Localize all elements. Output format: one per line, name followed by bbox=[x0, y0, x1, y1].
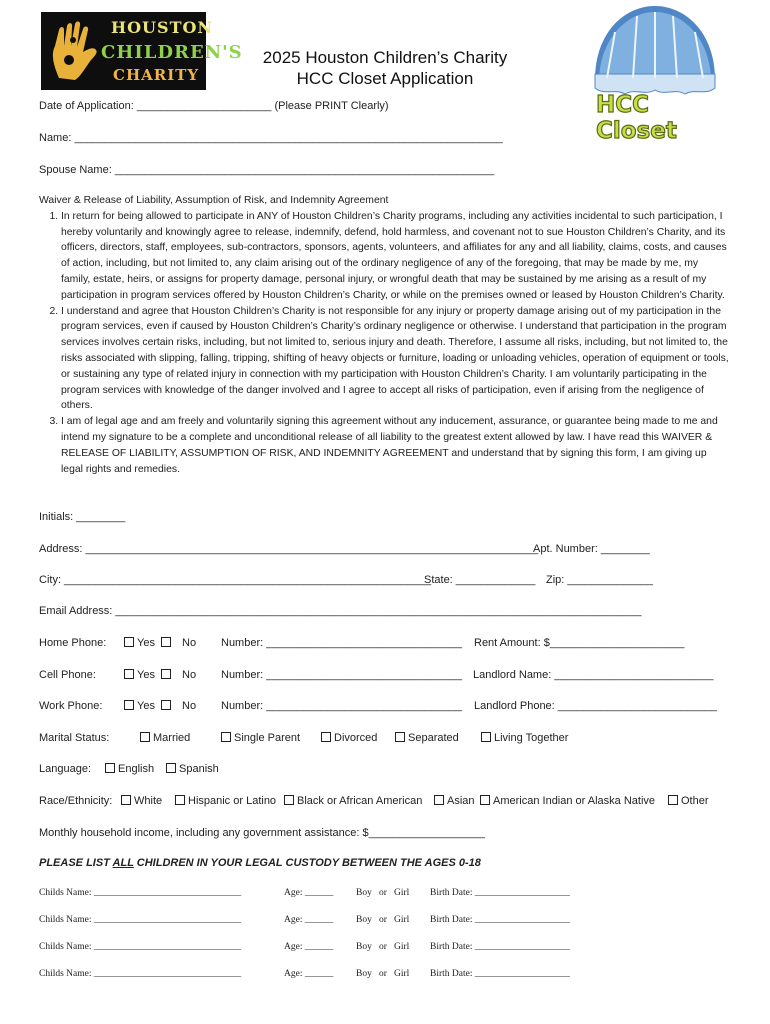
waiver-item-3: 3. I am of legal age and am freely and voluntarily signing this agreement without any inducement, assurance, or guarantee being made to me and intend my signature to be a complete and unconditional release of all liability to the greatest extent allowed by law. I have read this WAIVER & RELEASE OF LIABILITY, ASSUMPTION OF RISK, AND INDEMNITY AGREEMENT and understand that by signing this form, I am giving up legal rights and remedies. bbox=[61, 414, 729, 477]
initials-field[interactable]: Initials: ________ bbox=[39, 511, 126, 523]
work-phone-no-option[interactable]: No bbox=[161, 700, 196, 712]
checkbox-icon[interactable] bbox=[121, 795, 131, 805]
child-gender-options[interactable]: Boy or Girl bbox=[356, 942, 410, 952]
child-gender-options[interactable]: Boy or Girl bbox=[356, 888, 410, 898]
race-option-black[interactable]: Black or African American bbox=[284, 795, 422, 807]
landlord-phone-field[interactable]: Landlord Phone: __________________________ bbox=[474, 700, 717, 712]
waiver-item-1: 1. In return for being allowed to participate in ANY of Houston Children’s Charity programs, including any activities incidental to such participation, I hereby voluntarily and knowingly agree to release, indemnify, defend, hold harmless, and covenant not to sue Houston Children’s Charity, and its officers, directors, staff, employees, sub-contractors, sponsors, agents, volunteers, and affiliates for any and all liability, claims, costs, and causes of action, including, but not limited to, any claim arising out of the ordinary negligence of any of the foregoing, that may be made by me, my family, estate, heirs, or assigns for property damage, personal injury, or wrongful death that may be sustained by me arising as a result of my participation in program services offered by Houston Children’s Charity, or while on the premises owned or leased by Houston Children’s Charity. bbox=[61, 209, 729, 304]
race-ethnicity-label: Race/Ethnicity: bbox=[39, 795, 113, 807]
marital-option-living-together[interactable]: Living Together bbox=[481, 732, 568, 744]
race-option-white[interactable]: White bbox=[121, 795, 162, 807]
work-phone-number-field[interactable]: Number: ________________________________ bbox=[221, 700, 463, 712]
children-heading: PLEASE LIST ALL CHILDREN IN YOUR LEGAL CUSTODY BETWEEN THE AGES 0-18 bbox=[39, 857, 481, 869]
checkbox-icon[interactable] bbox=[175, 795, 185, 805]
hand-print-icon bbox=[49, 20, 101, 82]
checkbox-icon[interactable] bbox=[161, 637, 171, 647]
apt-number-field[interactable]: Apt. Number: ________ bbox=[533, 543, 650, 555]
home-phone-yes-option[interactable]: Yes bbox=[124, 637, 155, 649]
checkbox-icon[interactable] bbox=[161, 700, 171, 710]
checkbox-icon[interactable] bbox=[395, 732, 405, 742]
marital-option-divorced[interactable]: Divorced bbox=[321, 732, 377, 744]
name-field[interactable]: Name: ______________________________________________________________________ bbox=[39, 132, 503, 144]
logo-word-houston: HOUSTON bbox=[111, 18, 214, 37]
checkbox-icon[interactable] bbox=[124, 637, 134, 647]
spouse-name-field[interactable]: Spouse Name: ______________________________________________________________ bbox=[39, 164, 495, 176]
cell-phone-number-field[interactable]: Number: ________________________________ bbox=[221, 669, 463, 681]
race-option-asian[interactable]: Asian bbox=[434, 795, 475, 807]
child-birth-date-field[interactable]: Birth Date: ____________________ bbox=[430, 969, 570, 979]
child-age-field[interactable]: Age: ______ bbox=[284, 969, 334, 979]
waiver-heading: Waiver & Release of Liability, Assumption of Risk, and Indemnity Agreement bbox=[39, 195, 389, 206]
child-name-field[interactable]: Childs Name: _______________________________ bbox=[39, 942, 242, 952]
checkbox-icon[interactable] bbox=[434, 795, 444, 805]
child-name-field[interactable]: Childs Name: _______________________________ bbox=[39, 888, 242, 898]
page-subtitle: HCC Closet Application bbox=[296, 69, 474, 88]
child-name-field[interactable]: Childs Name: _______________________________ bbox=[39, 969, 242, 979]
home-phone-no-option[interactable]: No bbox=[161, 637, 196, 649]
marital-status-label: Marital Status: bbox=[39, 732, 110, 744]
race-option-hispanic[interactable]: Hispanic or Latino bbox=[175, 795, 276, 807]
awning-icon bbox=[585, 2, 725, 97]
marital-option-single-parent[interactable]: Single Parent bbox=[221, 732, 300, 744]
child-gender-options[interactable]: Boy or Girl bbox=[356, 915, 410, 925]
work-phone-label: Work Phone: bbox=[39, 700, 103, 712]
cell-phone-no-option[interactable]: No bbox=[161, 669, 196, 681]
checkbox-icon[interactable] bbox=[161, 669, 171, 679]
cell-phone-label: Cell Phone: bbox=[39, 669, 96, 681]
checkbox-icon[interactable] bbox=[221, 732, 231, 742]
child-birth-date-field[interactable]: Birth Date: ____________________ bbox=[430, 888, 570, 898]
child-name-field[interactable]: Childs Name: _______________________________ bbox=[39, 915, 242, 925]
home-phone-number-field[interactable]: Number: ________________________________ bbox=[221, 637, 463, 649]
rent-amount-field[interactable]: Rent Amount: $______________________ bbox=[474, 637, 685, 649]
work-phone-yes-option[interactable]: Yes bbox=[124, 700, 155, 712]
zip-field[interactable]: Zip: ______________ bbox=[546, 574, 654, 586]
logo-word-childrens: CHILDREN'S bbox=[101, 42, 243, 63]
houston-childrens-charity-logo bbox=[41, 12, 243, 90]
checkbox-icon[interactable] bbox=[105, 763, 115, 773]
language-option-english[interactable]: English bbox=[105, 763, 154, 775]
child-age-field[interactable]: Age: ______ bbox=[284, 888, 334, 898]
monthly-income-field[interactable]: Monthly household income, including any government assistance: $___________________ bbox=[39, 827, 485, 839]
children-heading-emphasis: ALL bbox=[112, 857, 134, 869]
checkbox-icon[interactable] bbox=[321, 732, 331, 742]
date-of-application-field[interactable]: Date of Application: ______________________ (Please PRINT Clearly) bbox=[39, 100, 389, 112]
marital-option-separated[interactable]: Separated bbox=[395, 732, 459, 744]
checkbox-icon[interactable] bbox=[480, 795, 490, 805]
waiver-section bbox=[39, 193, 729, 477]
page-title: 2025 Houston Children’s Charity bbox=[262, 48, 508, 67]
hcc-closet-wordmark: HCC Closet bbox=[596, 92, 677, 144]
child-gender-options[interactable]: Boy or Girl bbox=[356, 969, 410, 979]
child-birth-date-field[interactable]: Birth Date: ____________________ bbox=[430, 942, 570, 952]
waiver-item-2: 2. I understand and agree that Houston Children’s Charity is not responsible for any injury or property damage arising out of my participation in the program services, even if caused by Houston Children’s Charity’s ordinary negligence or otherwise. I understand that participation in the program services involves certain risks, including, but not limited to, serious injury and death. Therefore, I assume all risks, including, but not limited to, the risks associated with slipping, falling, tripping, shifting of heavy objects or furniture, loading or unloading vehicles, operation of equipment or tools, or sustaining any type of related injury in connection with my participation with Houston Children’s Charity. I am voluntarily participating in the program services with knowledge of the danger involved and I agree to accept all risks of participation, even if arising from the negligence of others. bbox=[61, 304, 729, 415]
language-label: Language: bbox=[39, 763, 91, 775]
language-option-spanish[interactable]: Spanish bbox=[166, 763, 219, 775]
checkbox-icon[interactable] bbox=[140, 732, 150, 742]
email-address-field[interactable]: Email Address: ______________________________________________________________________________________ bbox=[39, 605, 642, 617]
home-phone-label: Home Phone: bbox=[39, 637, 107, 649]
child-age-field[interactable]: Age: ______ bbox=[284, 942, 334, 952]
checkbox-icon[interactable] bbox=[124, 700, 134, 710]
state-field[interactable]: State: _____________ bbox=[424, 574, 536, 586]
address-field[interactable]: Address: __________________________________________________________________________ bbox=[39, 543, 539, 555]
marital-option-married[interactable]: Married bbox=[140, 732, 190, 744]
landlord-name-field[interactable]: Landlord Name: __________________________ bbox=[473, 669, 714, 681]
hcc-closet-logo bbox=[585, 2, 725, 144]
checkbox-icon[interactable] bbox=[124, 669, 134, 679]
checkbox-icon[interactable] bbox=[284, 795, 294, 805]
logo-word-charity: CHARITY bbox=[113, 66, 200, 84]
race-option-american-indian[interactable]: American Indian or Alaska Native bbox=[480, 795, 655, 807]
child-birth-date-field[interactable]: Birth Date: ____________________ bbox=[430, 915, 570, 925]
checkbox-icon[interactable] bbox=[668, 795, 678, 805]
checkbox-icon[interactable] bbox=[166, 763, 176, 773]
race-option-other[interactable]: Other bbox=[668, 795, 709, 807]
checkbox-icon[interactable] bbox=[481, 732, 491, 742]
child-age-field[interactable]: Age: ______ bbox=[284, 915, 334, 925]
waiver-list bbox=[39, 209, 729, 478]
city-field[interactable]: City: ____________________________________________________________ bbox=[39, 574, 432, 586]
cell-phone-yes-option[interactable]: Yes bbox=[124, 669, 155, 681]
